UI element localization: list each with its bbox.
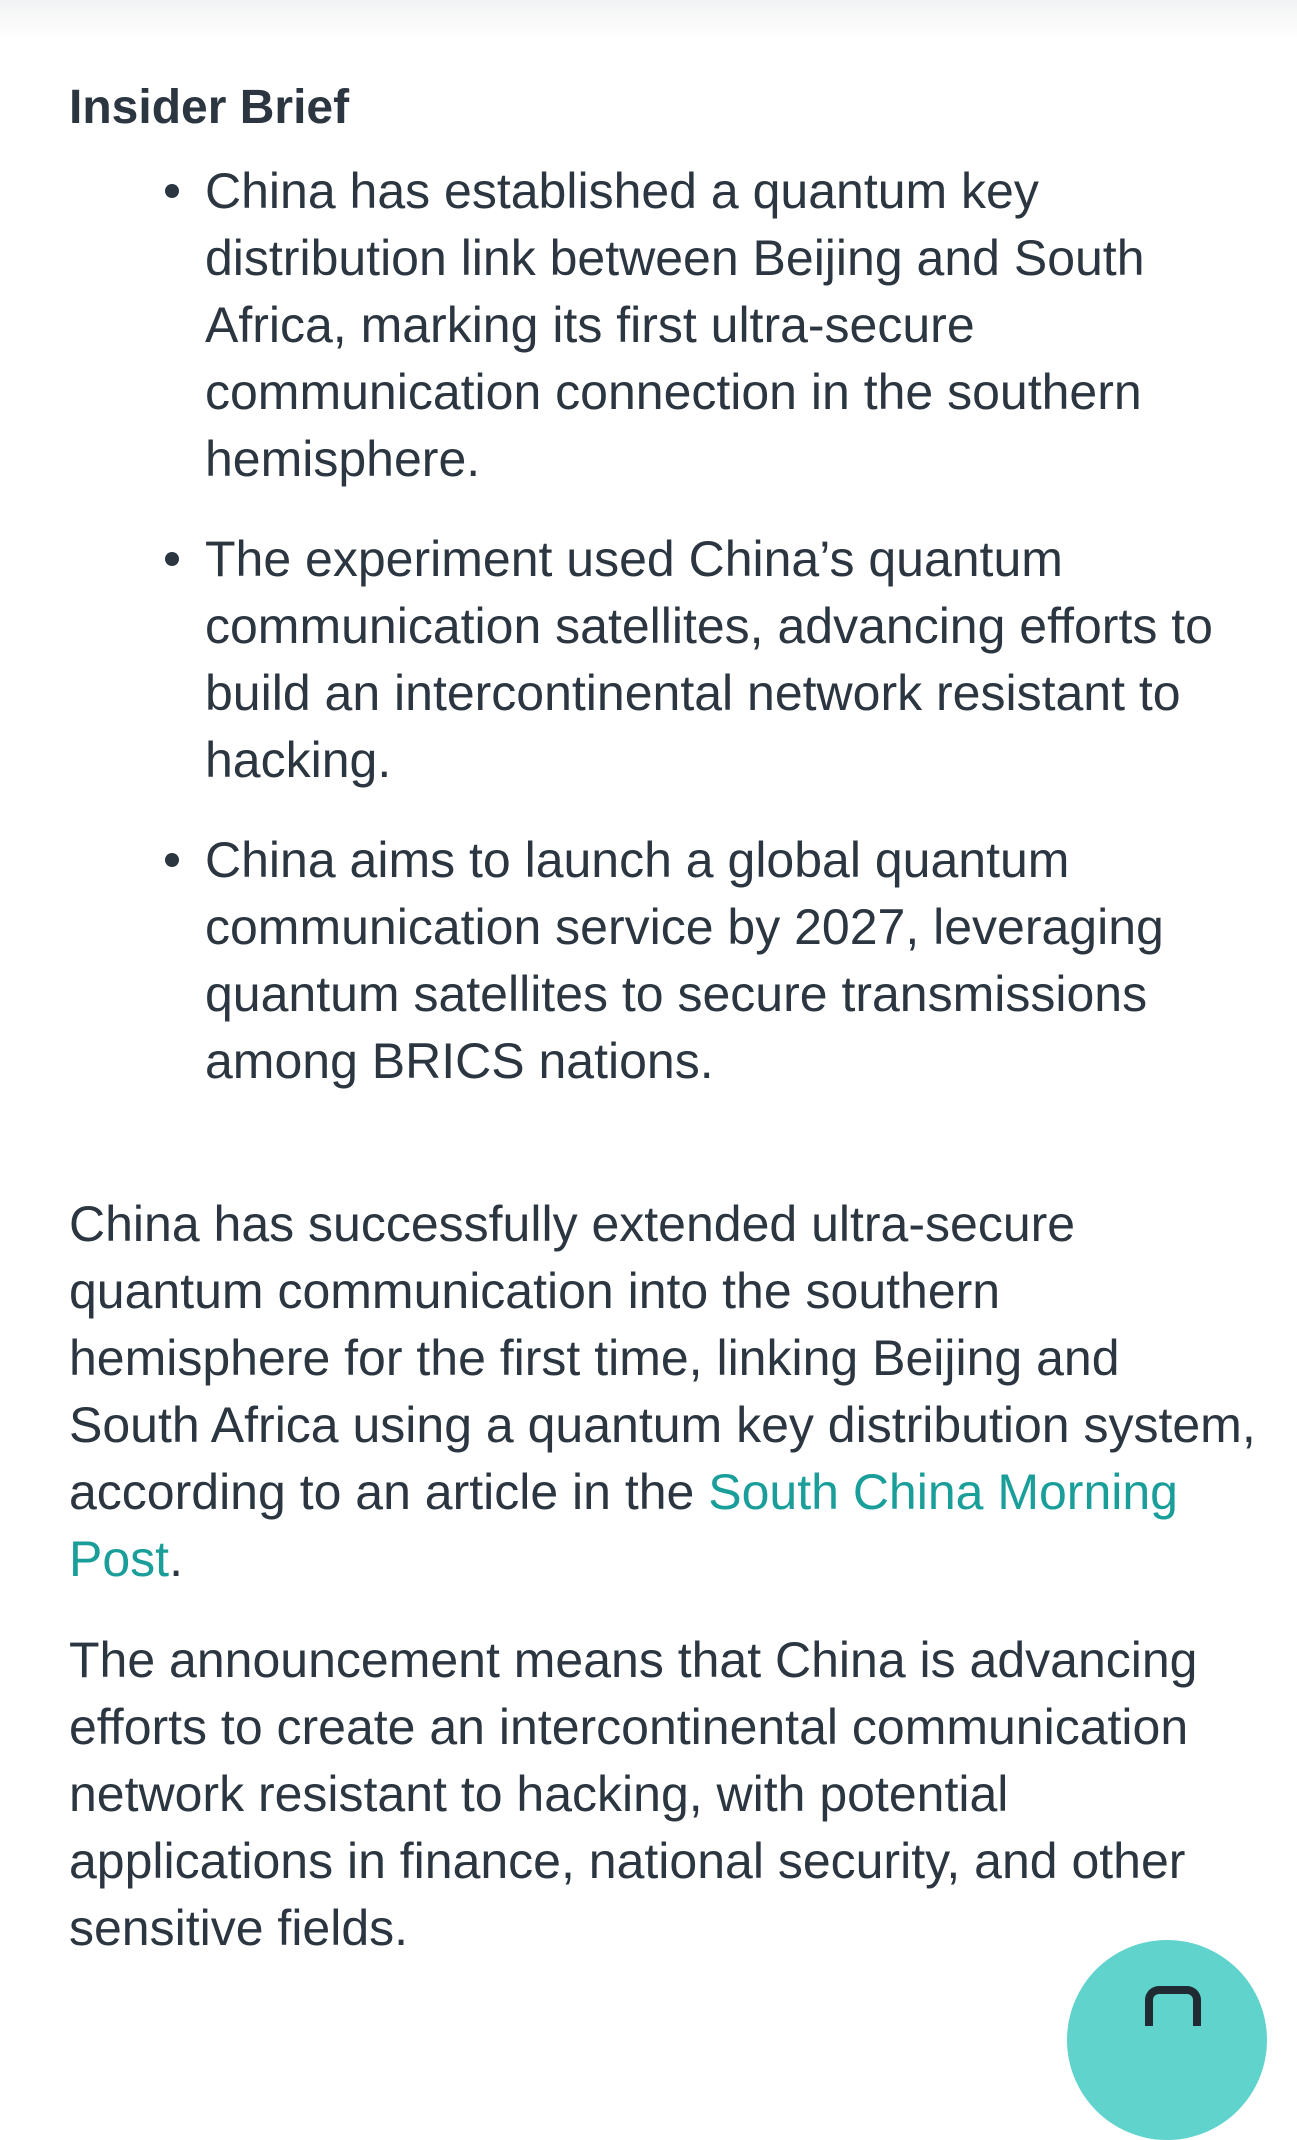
bullet-icon bbox=[165, 184, 179, 198]
brief-list-item bbox=[205, 158, 1259, 493]
source-link[interactable]: South China Morning Post bbox=[69, 1464, 1178, 1587]
floating-action-button[interactable] bbox=[1067, 1940, 1267, 2140]
article-paragraph bbox=[69, 1191, 1259, 1593]
brief-item-text: China aims to launch a global quantum communication service by 2027, leveraging quantum satellites to secure transmissions among BRICS nations. bbox=[205, 832, 1164, 1089]
brief-list-item bbox=[205, 827, 1259, 1095]
brief-list-item bbox=[205, 526, 1259, 794]
paragraph-text-end: . bbox=[169, 1531, 183, 1587]
bullet-icon bbox=[165, 853, 179, 867]
insider-brief-list bbox=[69, 158, 1259, 1095]
top-fade bbox=[0, 0, 1297, 40]
article-content bbox=[69, 74, 1259, 1962]
article-paragraph: The announcement means that China is advancing efforts to create an intercontinental communication network resistant to hacking, with potential applications in finance, national security, and other sensitive fields. bbox=[69, 1632, 1198, 1956]
brief-item-text: China has established a quantum key distribution link between Beijing and South Africa, marking its first ultra-secure communication connection in the southern hemisphere. bbox=[205, 163, 1145, 487]
paragraph-text: China has successfully extended ultra-secure quantum communication into the southern hemisphere for the first time, linking Beijing and South Africa using a quantum key distribution system, according to an article in the bbox=[69, 1196, 1256, 1520]
chat-icon bbox=[1145, 1986, 1201, 2026]
bullet-icon bbox=[165, 552, 179, 566]
insider-brief-heading: Insider Brief bbox=[69, 81, 350, 134]
brief-item-text: The experiment used China’s quantum communication satellites, advancing efforts to build an intercontinental network resistant to hacking. bbox=[205, 531, 1213, 788]
